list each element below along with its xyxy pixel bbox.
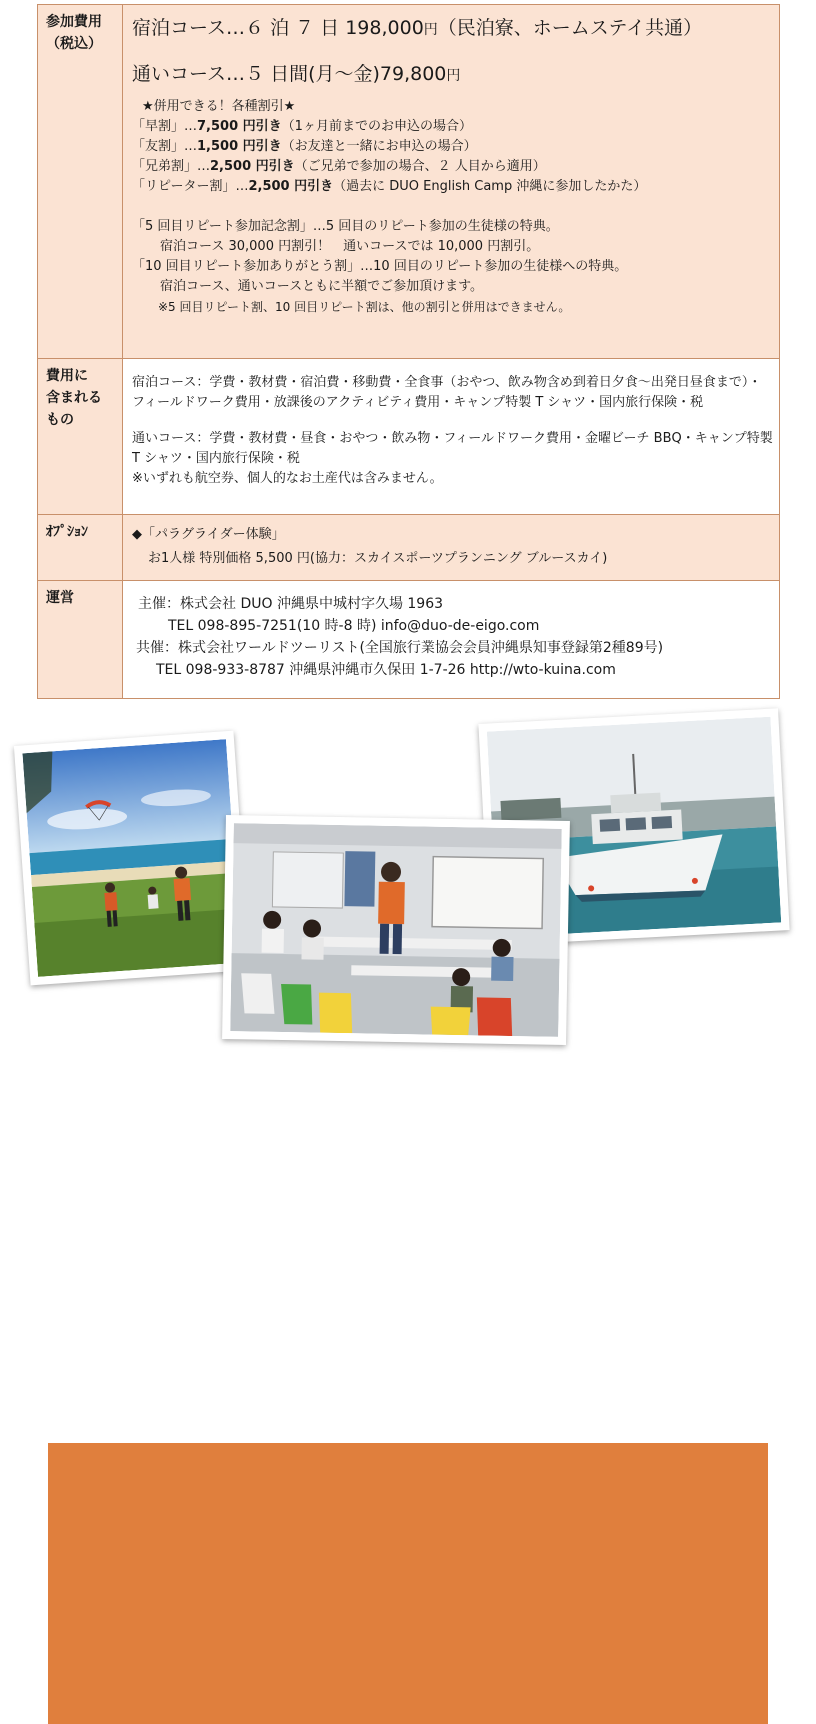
included-cell: [123, 359, 780, 515]
operation-cell: [123, 581, 780, 699]
classroom-image: [230, 823, 562, 1037]
included-commute-line2: T シャツ・国内旅行保険・税: [132, 451, 300, 466]
organizer: 主催：株式会社 DUO 沖縄県中城村字久場 1963: [138, 596, 444, 612]
included-lodging-line1: 宿泊コース：学費・教材費・宿泊費・移動費・全食事（おやつ、飲み物含め到着日夕食～出発日昼食まで）・: [132, 375, 762, 390]
fees-cell: [123, 5, 780, 359]
discount-repeater: 「リピーター割」…2,500 円引き（過去に DUO English Camp 沖縄に参加したかた）: [132, 179, 647, 194]
option-cell: [123, 515, 780, 581]
photo-collage: [0, 700, 816, 1024]
included-lodging-line2: フィールドワーク費用・放課後のアクティビティ費用・キャンプ特製 T シャツ・国内旅行保険・税: [132, 395, 704, 410]
option-line1: ◆「パラグライダー体験」: [132, 527, 285, 542]
repeat10-line1: 「10 回目リピート参加ありがとう割」…10 回目のリピート参加の生徒様への特典。: [132, 259, 628, 274]
included-note: ※いずれも航空券、個人的なお土産代は含みません。: [132, 471, 443, 486]
option-line2: お1人様 特別価格 5,500 円(協力：スカイスポーツプランニング ブルースカイ): [148, 551, 608, 566]
repeat5-line2: 宿泊コース 30,000 円割引！ 通いコースでは 10,000 円割引。: [160, 239, 540, 254]
included-commute-line1: 通いコース：学費・教材費・昼食・おやつ・飲み物・フィールドワーク費用・金曜ビーチ BBQ・キャンプ特製: [132, 431, 773, 446]
included-header: 費用に 含まれる もの: [38, 359, 123, 515]
option-header: ｵﾌﾟｼｮﾝ: [38, 515, 123, 581]
repeat5-line1: 「5 回目リピート参加記念割」…5 回目のリピート参加の生徒様の特典。: [132, 219, 559, 234]
discount-sibling: 「兄弟割」…2,500 円引き（ご兄弟で参加の場合、２ 人目から適用）: [132, 159, 546, 174]
cosponsor: 共催：株式会社ワールドツーリスト(全国旅行業協会会員沖縄県知事登録第2種89号): [136, 640, 664, 656]
repeat-note: ※5 回目リピート割、10 回目リピート割は、他の割引と併用はできません。: [158, 300, 571, 314]
orange-background: [48, 1443, 768, 1724]
commute-course-price: 通いコース…５ 日間(月～金)79,800円: [132, 63, 461, 85]
repeat10-line2: 宿泊コース、通いコースともに半額でご参加頂けます。: [160, 279, 484, 294]
fees-header: 参加費用 （税込）: [38, 5, 123, 359]
organizer-contact: TEL 098-895-7251(10 時-8 時) info@duo-de-eigo.com: [168, 618, 540, 634]
info-table: [37, 4, 780, 699]
lodging-course-price: 宿泊コース…６ 泊 ７ 日 198,000円（民泊寮、ホームステイ共通）: [132, 17, 703, 39]
discount-friend: 「友割」…1,500 円引き（お友達と一緒にお申込の場合）: [132, 139, 477, 154]
discount-title: ★併用できる！各種割引★: [142, 99, 296, 114]
cosponsor-contact: TEL 098-933-8787 沖縄県沖縄市久保田 1-7-26 http://wto-kuina.com: [156, 662, 616, 678]
photo-classroom: [222, 815, 570, 1045]
beach-paragliding-image: [22, 739, 241, 977]
discount-early: 「早割」…7,500 円引き（1ヶ月前までのお申込の場合）: [132, 119, 472, 134]
operation-header: 運営: [38, 581, 123, 699]
photo-beach-paragliding: [14, 731, 250, 986]
